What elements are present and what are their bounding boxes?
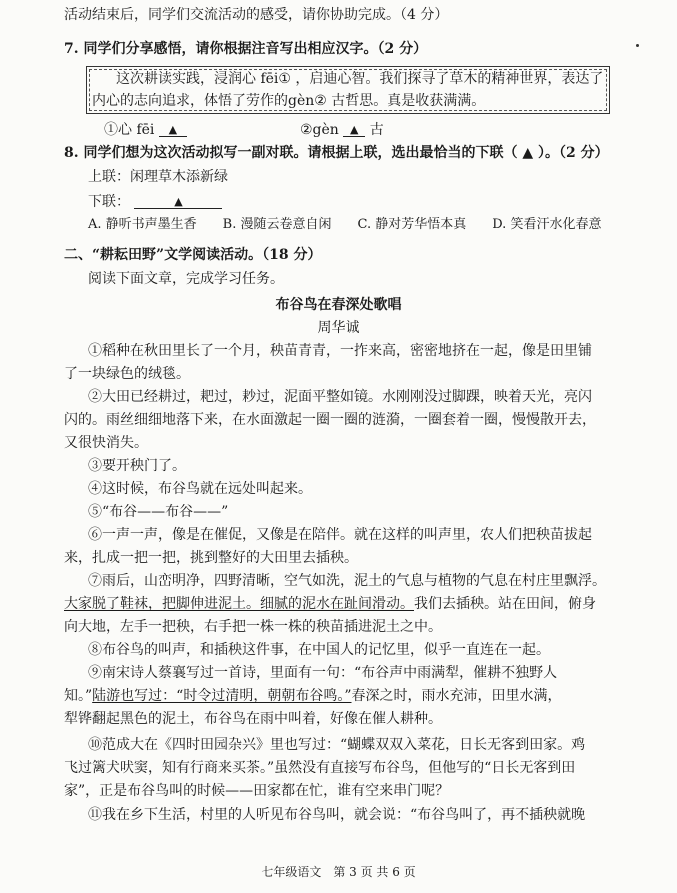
para-9-line-1: ⑨南宋诗人蔡襄写过一首诗，里面有一句：“布谷声中雨满犁，催耕不独野人 <box>88 665 558 681</box>
para-2-line-1: ②大田已经耕过，耙过，耖过，泥面平整如镜。水刚刚没过脚踝，映着天光，亮闪 <box>88 389 592 405</box>
answer-blank-2[interactable]: ②gèn ▲ 古 <box>300 122 384 138</box>
page-footer: 七年级语文 第 3 页 共 6 页 <box>261 865 416 879</box>
couplet-upper: 上联：闲理草木添新绿 <box>88 169 228 185</box>
para-8: ⑧布谷鸟的叫声，和插秧这件事，在中国人的记忆里，似乎一直连在一起。 <box>88 642 550 658</box>
underlined-sentence-2: 陆游也写过：“时令过清明，朝朝布谷鸣。” <box>92 688 352 704</box>
para-9-line-3: 犁铧翻起黑色的泥土，布谷鸟在雨中叫着，好像在催人耕种。 <box>64 711 442 727</box>
couplet-answer-slot[interactable]: ▲ <box>134 194 222 209</box>
para-6-line-1: ⑥一声一声，像是在催促，又像是在陪伴。就在这样的叫声里，农人们把秧苗拔起 <box>88 527 592 543</box>
answer-blank-1[interactable]: ①心 fēi ▲ <box>104 122 187 137</box>
pinyin-gen: gèn② <box>288 93 327 109</box>
para-3: ③要开秧门了。 <box>88 458 186 474</box>
para-2-line-2: 闪的。雨丝细细地落下来，在水面激起一圈一圈的涟漪，一圈套着一圈，慢慢散开去， <box>64 412 596 428</box>
section-2-heading: 二、“耕耘田野”文学阅读活动。（18 分） <box>64 247 322 263</box>
para-7-line-2: 大家脱了鞋袜，把脚伸进泥土。细腻的泥水在趾间滑动。我们去插秧。站在田间，俯身 <box>64 596 596 612</box>
para-7-line-3: 向大地，左手一把秧，右手把一株一株的秧苗插进泥土之中。 <box>64 619 442 635</box>
scan-speck <box>636 44 639 47</box>
para-1-line-2: 了一块绿色的绒毯。 <box>64 366 190 382</box>
para-11-line-1: ⑪我在乡下生活，村里的人听见布谷鸟叫，就会说：“布谷鸟叫了，再不插秧就晚 <box>88 807 586 823</box>
para-2-line-3: 又很快消失。 <box>64 435 148 451</box>
para-9-line-2: 知。”陆游也写过：“时令过清明，朝朝布谷鸣。”春深之时，雨水充沛，田里水满， <box>64 688 562 704</box>
para-10-line-1: ⑩范成大在《四时田园杂兴》里也写过：“蝴蝶双双入菜花，日长无客到田家。鸡 <box>88 737 586 753</box>
couplet-lower: 下联： ▲ <box>88 194 222 209</box>
underlined-sentence-1: 大家脱了鞋袜，把脚伸进泥土。细腻的泥水在趾间滑动。 <box>64 596 414 612</box>
para-10-line-3: 家”，正是布谷鸟叫的时候——田家都在忙，谁有空来串门呢？ <box>64 783 450 799</box>
reading-intro: 阅读下面文章，完成学习任务。 <box>88 271 284 287</box>
para-6-line-2: 来，扎成一把一把，挑到整好的大田里去插秧。 <box>64 550 358 566</box>
question-8: 8. 同学们想为这次活动拟写一副对联。请根据上联，选出最恰当的下联（ ▲ ）。（2 分） <box>64 145 609 161</box>
question-7: 7. 同学们分享感悟，请你根据注音写出相应汉字。（2 分） <box>64 41 428 57</box>
para-10-line-2: 飞过篱犬吠窦，知有行商来买茶。”虽然没有直接写布谷鸟，但他写的“日长无客到田 <box>64 760 576 776</box>
para-4: ④这时候，布谷鸟就在远处叫起来。 <box>88 481 312 497</box>
answer-slot-2[interactable]: ▲ <box>343 122 365 137</box>
article-author: 周华诚 <box>317 320 360 336</box>
box-line-2: 内心的志向追求，体悟了劳作的gèn② 古哲思。真是收获满满。 <box>92 93 486 109</box>
activity-intro-line: 活动结束后，同学们交流活动的感受，请你协助完成。（4 分） <box>64 7 449 23</box>
box-line-1: 这次耕读实践，浸润心 fēi① ，启迪心智。我们探寻了草木的精神世界，表达了 <box>116 71 604 87</box>
para-1-line-1: ①稻种在秋田里长了一个月，秧苗青青，一拃来高，密密地挤在一起，像是田里铺 <box>88 343 592 359</box>
para-5: ⑤“布谷——布谷——” <box>88 504 229 520</box>
article-title: 布谷鸟在春深处歌唱 <box>275 297 402 313</box>
couplet-options: A. 静听书声墨生香 B. 漫随云卷意自闲 C. 静对芳华悟本真 D. 笑看汗水化春意 <box>88 217 602 232</box>
answer-slot-1[interactable]: ▲ <box>159 122 187 137</box>
para-7-line-1: ⑦雨后，山峦明净，四野清晰，空气如洗，泥土的气息与植物的气息在村庄里飘浮。 <box>88 573 606 589</box>
